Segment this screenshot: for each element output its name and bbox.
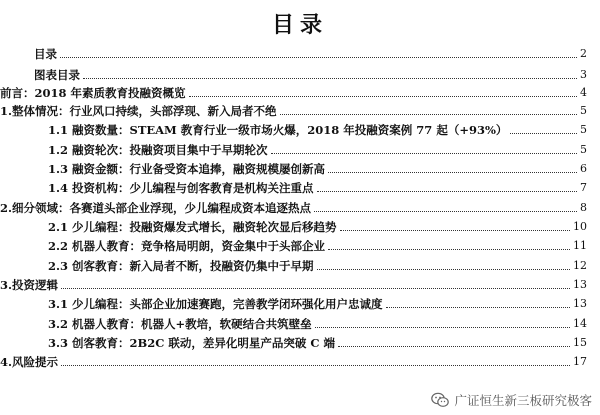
toc-entry-label: 2.3 创客教育：新入局者不断，投融资仍集中于早期 xyxy=(48,259,314,273)
toc-entry[interactable] xyxy=(48,138,587,158)
toc-entry[interactable] xyxy=(48,254,587,274)
toc-entry[interactable] xyxy=(0,196,587,216)
toc-entry-page-number: 10 xyxy=(573,220,587,233)
toc-dot-leader xyxy=(338,346,570,347)
toc-entry[interactable] xyxy=(0,99,587,119)
toc-entry-label: 4.风险提示 xyxy=(0,355,59,369)
toc-dot-leader xyxy=(510,133,577,134)
toc-dot-leader xyxy=(315,327,570,328)
toc-entry-label: 3.1 少儿编程：头部企业加速赛跑，完善教学闭环强化用户忠诚度 xyxy=(48,297,383,311)
toc-entry-page-number: 3 xyxy=(580,68,587,81)
toc-entry-page-number: 8 xyxy=(580,201,587,214)
toc-entry[interactable] xyxy=(48,176,587,196)
toc-dot-leader xyxy=(386,307,570,308)
watermark xyxy=(431,391,592,409)
toc-entry[interactable] xyxy=(34,42,587,62)
toc-entry-label: 3.2 机器人教育：机器人+教培，软硬结合共筑壁垒 xyxy=(48,317,312,331)
toc-dot-leader xyxy=(317,269,570,270)
toc-dot-leader xyxy=(61,365,570,366)
toc-entry-page-number: 7 xyxy=(580,181,587,194)
toc-entry-page-number: 15 xyxy=(573,336,587,349)
toc-entry-page-number: 5 xyxy=(580,143,587,156)
watermark-text: 广证恒生新三板研究极客 xyxy=(454,393,592,408)
toc-entry-page-number: 13 xyxy=(573,297,587,310)
toc-dot-leader xyxy=(340,230,570,231)
toc-entry-page-number: 12 xyxy=(573,259,587,272)
toc-dot-leader xyxy=(280,114,577,115)
toc-entry[interactable] xyxy=(48,118,587,138)
toc-dot-leader xyxy=(314,211,577,212)
toc-entry-page-number: 5 xyxy=(580,104,587,117)
page-title: 目录 xyxy=(271,13,328,38)
toc-entry-label: 3.3 创客教育：2B2C 联动，差异化明星产品突破 C 端 xyxy=(48,336,336,350)
toc-entry[interactable] xyxy=(48,312,587,332)
toc-entry[interactable] xyxy=(34,63,587,83)
toc-entry-page-number: 17 xyxy=(573,355,587,368)
toc-dot-leader xyxy=(60,57,577,58)
toc-entry-page-number: 5 xyxy=(580,123,587,136)
toc-dot-leader xyxy=(328,249,570,250)
toc-entry-label: 1.整体情况：行业风口持续，头部浮现、新入局者不绝 xyxy=(0,104,277,118)
toc-entry[interactable] xyxy=(48,215,587,235)
toc-entry-page-number: 14 xyxy=(573,317,587,330)
toc-entry-page-number: 13 xyxy=(573,278,587,291)
toc-entry-page-number: 6 xyxy=(580,162,587,175)
toc-entry-page-number: 4 xyxy=(580,86,587,99)
toc-entry[interactable] xyxy=(0,350,587,370)
toc-dot-leader xyxy=(61,288,570,289)
toc-entry-page-number: 11 xyxy=(573,239,587,252)
toc-entry-label: 1.3 融资金额：行业备受资本追捧，融资规模屡创新高 xyxy=(48,162,326,176)
toc-entry-label: 3.投资逻辑 xyxy=(0,278,59,292)
toc-entry[interactable] xyxy=(0,81,587,101)
toc-entry[interactable] xyxy=(0,273,587,293)
toc-entry-label: 1.2 融资轮次：投融资项目集中于早期轮次 xyxy=(48,143,268,157)
toc-entry-label: 2.细分领域：各赛道头部企业浮现，少儿编程成资本追逐热点 xyxy=(0,201,312,215)
toc-entry-label: 1.1 融资数量：STEAM 教育行业一级市场火爆，2018 年投融资案例 77 起（+93%） xyxy=(48,123,508,137)
toc-entry-label: 前言：2018 年素质教育投融资概览 xyxy=(0,86,186,100)
toc-entry-label: 2.2 机器人教育：竞争格局明朗，资金集中于头部企业 xyxy=(48,239,326,253)
toc-entry[interactable] xyxy=(48,234,587,254)
toc-entry-page-number: 2 xyxy=(580,47,587,60)
toc-entry-label: 1.4 投资机构：少儿编程与创客教育是机构关注重点 xyxy=(48,181,314,195)
toc-entry[interactable] xyxy=(48,292,587,312)
toc-entry[interactable] xyxy=(48,331,587,351)
toc-dot-leader xyxy=(189,96,577,97)
toc-dot-leader xyxy=(83,78,577,79)
toc-dot-leader xyxy=(271,153,577,154)
toc-entry-label: 目录 xyxy=(34,47,57,61)
toc-dot-leader xyxy=(317,191,577,192)
toc-entry-label: 2.1 少儿编程：投融资爆发式增长，融资轮次显后移趋势 xyxy=(48,220,337,234)
toc-entry-label: 图表目录 xyxy=(34,68,80,82)
toc-dot-leader xyxy=(328,172,577,173)
toc-entry[interactable] xyxy=(48,157,587,177)
wechat-icon xyxy=(431,392,449,408)
